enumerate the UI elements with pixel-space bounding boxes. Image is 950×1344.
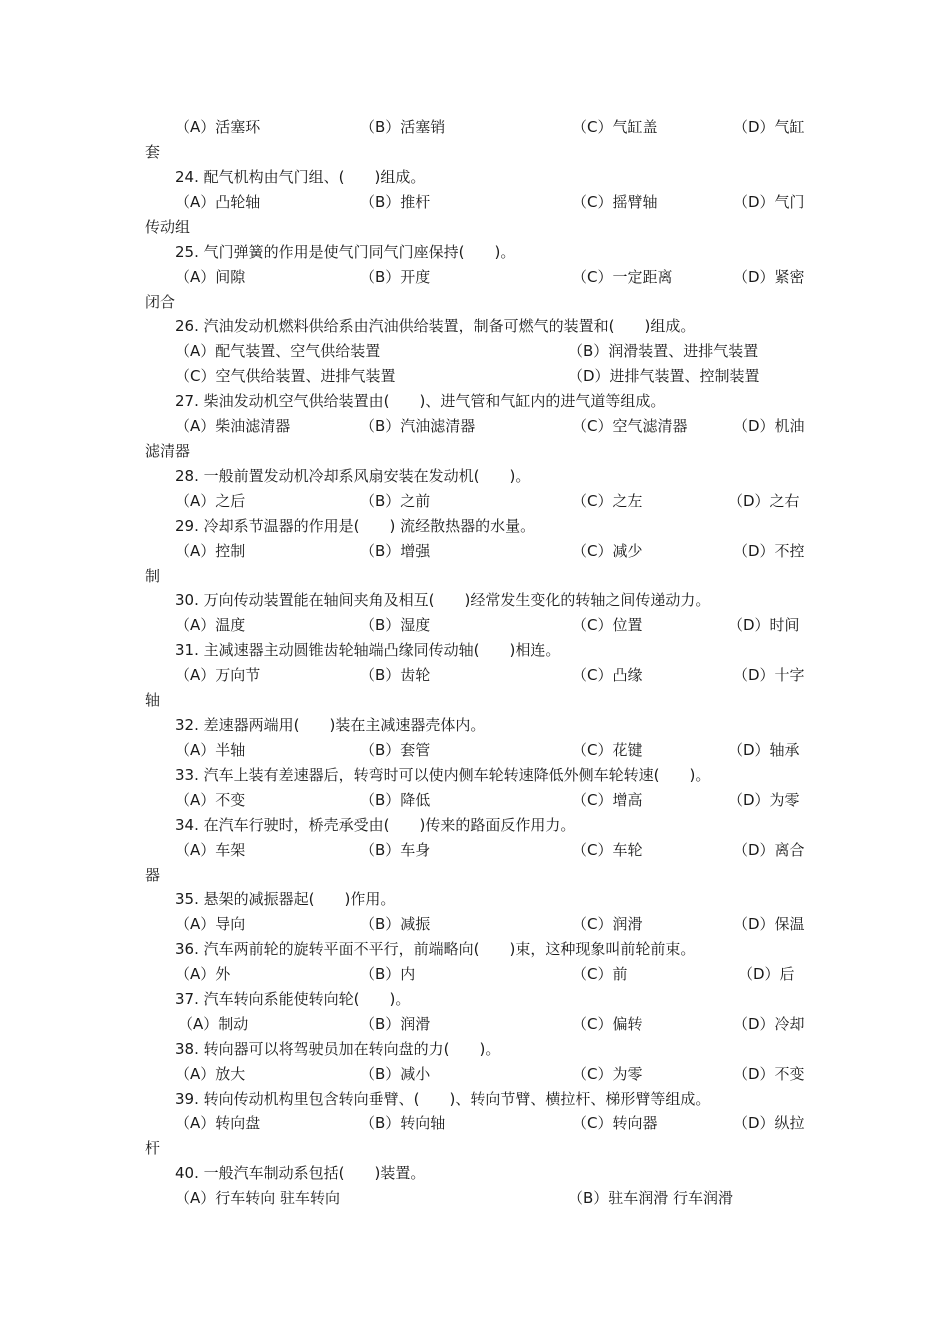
text-line: （B）润滑 <box>360 1015 431 1033</box>
text-line: （A）柴油滤清器 <box>175 417 291 435</box>
text-line: 27. 柴油发动机空气供给装置由( )、进气管和气缸内的进气道等组成。 <box>175 392 666 410</box>
text-line: （A）行车转向 驻车转向 <box>175 1189 341 1207</box>
text-line: （B）驻车润滑 行车润滑 <box>568 1189 734 1207</box>
text-line: （C）花键 <box>572 741 643 759</box>
text-line: （C）前 <box>572 965 628 983</box>
text-line: （D）之右 <box>728 492 800 510</box>
text-line: （B）减振 <box>360 915 431 933</box>
text-line: （C）为零 <box>572 1065 643 1083</box>
text-line: 套 <box>145 143 161 161</box>
text-line: （D）离合 <box>733 841 805 859</box>
text-line: （A）外 <box>175 965 231 983</box>
text-line: （B）推杆 <box>360 193 431 211</box>
text-line: （D）后 <box>738 965 795 983</box>
text-line: 28. 一般前置发动机冷却系风扇安装在发动机( )。 <box>175 467 531 485</box>
text-line: （D）紧密 <box>733 268 805 286</box>
text-line: （A）半轴 <box>175 741 246 759</box>
text-line: （A）配气装置、空气供给装置 <box>175 342 381 360</box>
text-line: 滤清器 <box>145 442 191 460</box>
text-line: 32. 差速器两端用( )装在主减速器壳体内。 <box>175 716 486 734</box>
text-line: 24. 配气机构由气门组、( )组成。 <box>175 168 426 186</box>
text-line: （C）一定距离 <box>572 268 673 286</box>
text-line: 34. 在汽车行驶时，桥壳承受由( )传来的路面反作用力。 <box>175 816 576 834</box>
text-line: （A）转向盘 <box>175 1114 261 1132</box>
text-line: （D）机油 <box>733 417 805 435</box>
text-line: 闭合 <box>145 293 176 311</box>
text-line: （A）车架 <box>175 841 246 859</box>
text-line: 制 <box>145 567 161 585</box>
text-line: （A）活塞环 <box>175 118 261 136</box>
text-line: （C）润滑 <box>572 915 643 933</box>
text-line: （B）开度 <box>360 268 431 286</box>
text-line: （D）时间 <box>728 616 800 634</box>
text-line: （D）不变 <box>733 1065 805 1083</box>
text-line: （A）凸轮轴 <box>175 193 261 211</box>
text-line: （C）凸缘 <box>572 666 643 684</box>
text-line: （B）车身 <box>360 841 431 859</box>
text-line: （D）轴承 <box>728 741 800 759</box>
text-line: （B）齿轮 <box>360 666 431 684</box>
text-line: （D）保温 <box>733 915 805 933</box>
text-line: （A）温度 <box>175 616 246 634</box>
text-line: （B）转向轴 <box>360 1114 446 1132</box>
text-line: （B）活塞销 <box>360 118 446 136</box>
text-line: （B）增强 <box>360 542 431 560</box>
text-line: 38. 转向器可以将驾驶员加在转向盘的力( )。 <box>175 1040 501 1058</box>
text-line: 26. 汽油发动机燃料供给系由汽油供给装置，制备可燃气的装置和( )组成。 <box>175 317 696 335</box>
text-line: （C）位置 <box>572 616 643 634</box>
text-line: （C）空气滤清器 <box>572 417 688 435</box>
text-line: （C）车轮 <box>572 841 643 859</box>
text-line: （B）减小 <box>360 1065 431 1083</box>
text-line: 30. 万向传动装置能在轴间夹角及相互( )经常发生变化的转轴之间传递动力。 <box>175 591 711 609</box>
text-line: （A）控制 <box>175 542 246 560</box>
text-line: （C）气缸盖 <box>572 118 658 136</box>
text-line: （C）摇臂轴 <box>572 193 658 211</box>
text-line: 轴 <box>145 691 161 709</box>
text-line: （C）减少 <box>572 542 643 560</box>
text-line: （D）冷却 <box>733 1015 805 1033</box>
text-line: 传动组 <box>145 218 191 236</box>
text-line: （D）进排气装置、控制装置 <box>568 367 760 385</box>
text-line: 36. 汽车两前轮的旋转平面不平行，前端略向( )束，这种现象叫前轮前束。 <box>175 940 696 958</box>
text-line: 29. 冷却系节温器的作用是( ) 流经散热器的水量。 <box>175 517 536 535</box>
text-line: 37. 汽车转向系能使转向轮( )。 <box>175 990 411 1008</box>
text-line: （A）放大 <box>175 1065 246 1083</box>
text-line: （B）汽油滤清器 <box>360 417 476 435</box>
text-line: 31. 主减速器主动圆锥齿轮轴端凸缘同传动轴( )相连。 <box>175 641 561 659</box>
text-line: （C）空气供给装置、进排气装置 <box>175 367 396 385</box>
text-line: （D）气门 <box>733 193 805 211</box>
text-line: 器 <box>145 866 161 884</box>
text-line: （A）导向 <box>175 915 246 933</box>
text-line: （A）万向节 <box>175 666 261 684</box>
text-line: （C）之左 <box>572 492 643 510</box>
text-line: （D）为零 <box>728 791 800 809</box>
text-line: （C）转向器 <box>572 1114 658 1132</box>
text-line: （D）不控 <box>733 542 805 560</box>
text-line: （C）偏转 <box>572 1015 643 1033</box>
text-line: （D）气缸 <box>733 118 805 136</box>
text-line: （B）润滑装置、进排气装置 <box>568 342 759 360</box>
text-line: （A）不变 <box>175 791 246 809</box>
text-line: （B）降低 <box>360 791 431 809</box>
text-line: 35. 悬架的减振器起( )作用。 <box>175 890 396 908</box>
text-line: （C）增高 <box>572 791 643 809</box>
text-line: （A）间隙 <box>175 268 246 286</box>
text-line: （B）之前 <box>360 492 431 510</box>
text-line: （A）制动 <box>178 1015 249 1033</box>
text-line: 33. 汽车上装有差速器后，转弯时可以使内侧车轮转速降低外侧车轮转速( )。 <box>175 766 711 784</box>
text-line: 40. 一般汽车制动系包括( )装置。 <box>175 1164 426 1182</box>
text-line: （B）内 <box>360 965 416 983</box>
text-line: （B）套管 <box>360 741 431 759</box>
text-line: 杆 <box>145 1139 161 1157</box>
text-line: （A）之后 <box>175 492 246 510</box>
text-line: （D）十字 <box>733 666 805 684</box>
text-line: 25. 气门弹簧的作用是使气门同气门座保持( )。 <box>175 243 516 261</box>
text-line: （D）纵拉 <box>733 1114 805 1132</box>
text-line: 39. 转向传动机构里包含转向垂臂、( )、转向节臂、横拉杆、梯形臂等组成。 <box>175 1090 711 1108</box>
text-line: （B）湿度 <box>360 616 431 634</box>
